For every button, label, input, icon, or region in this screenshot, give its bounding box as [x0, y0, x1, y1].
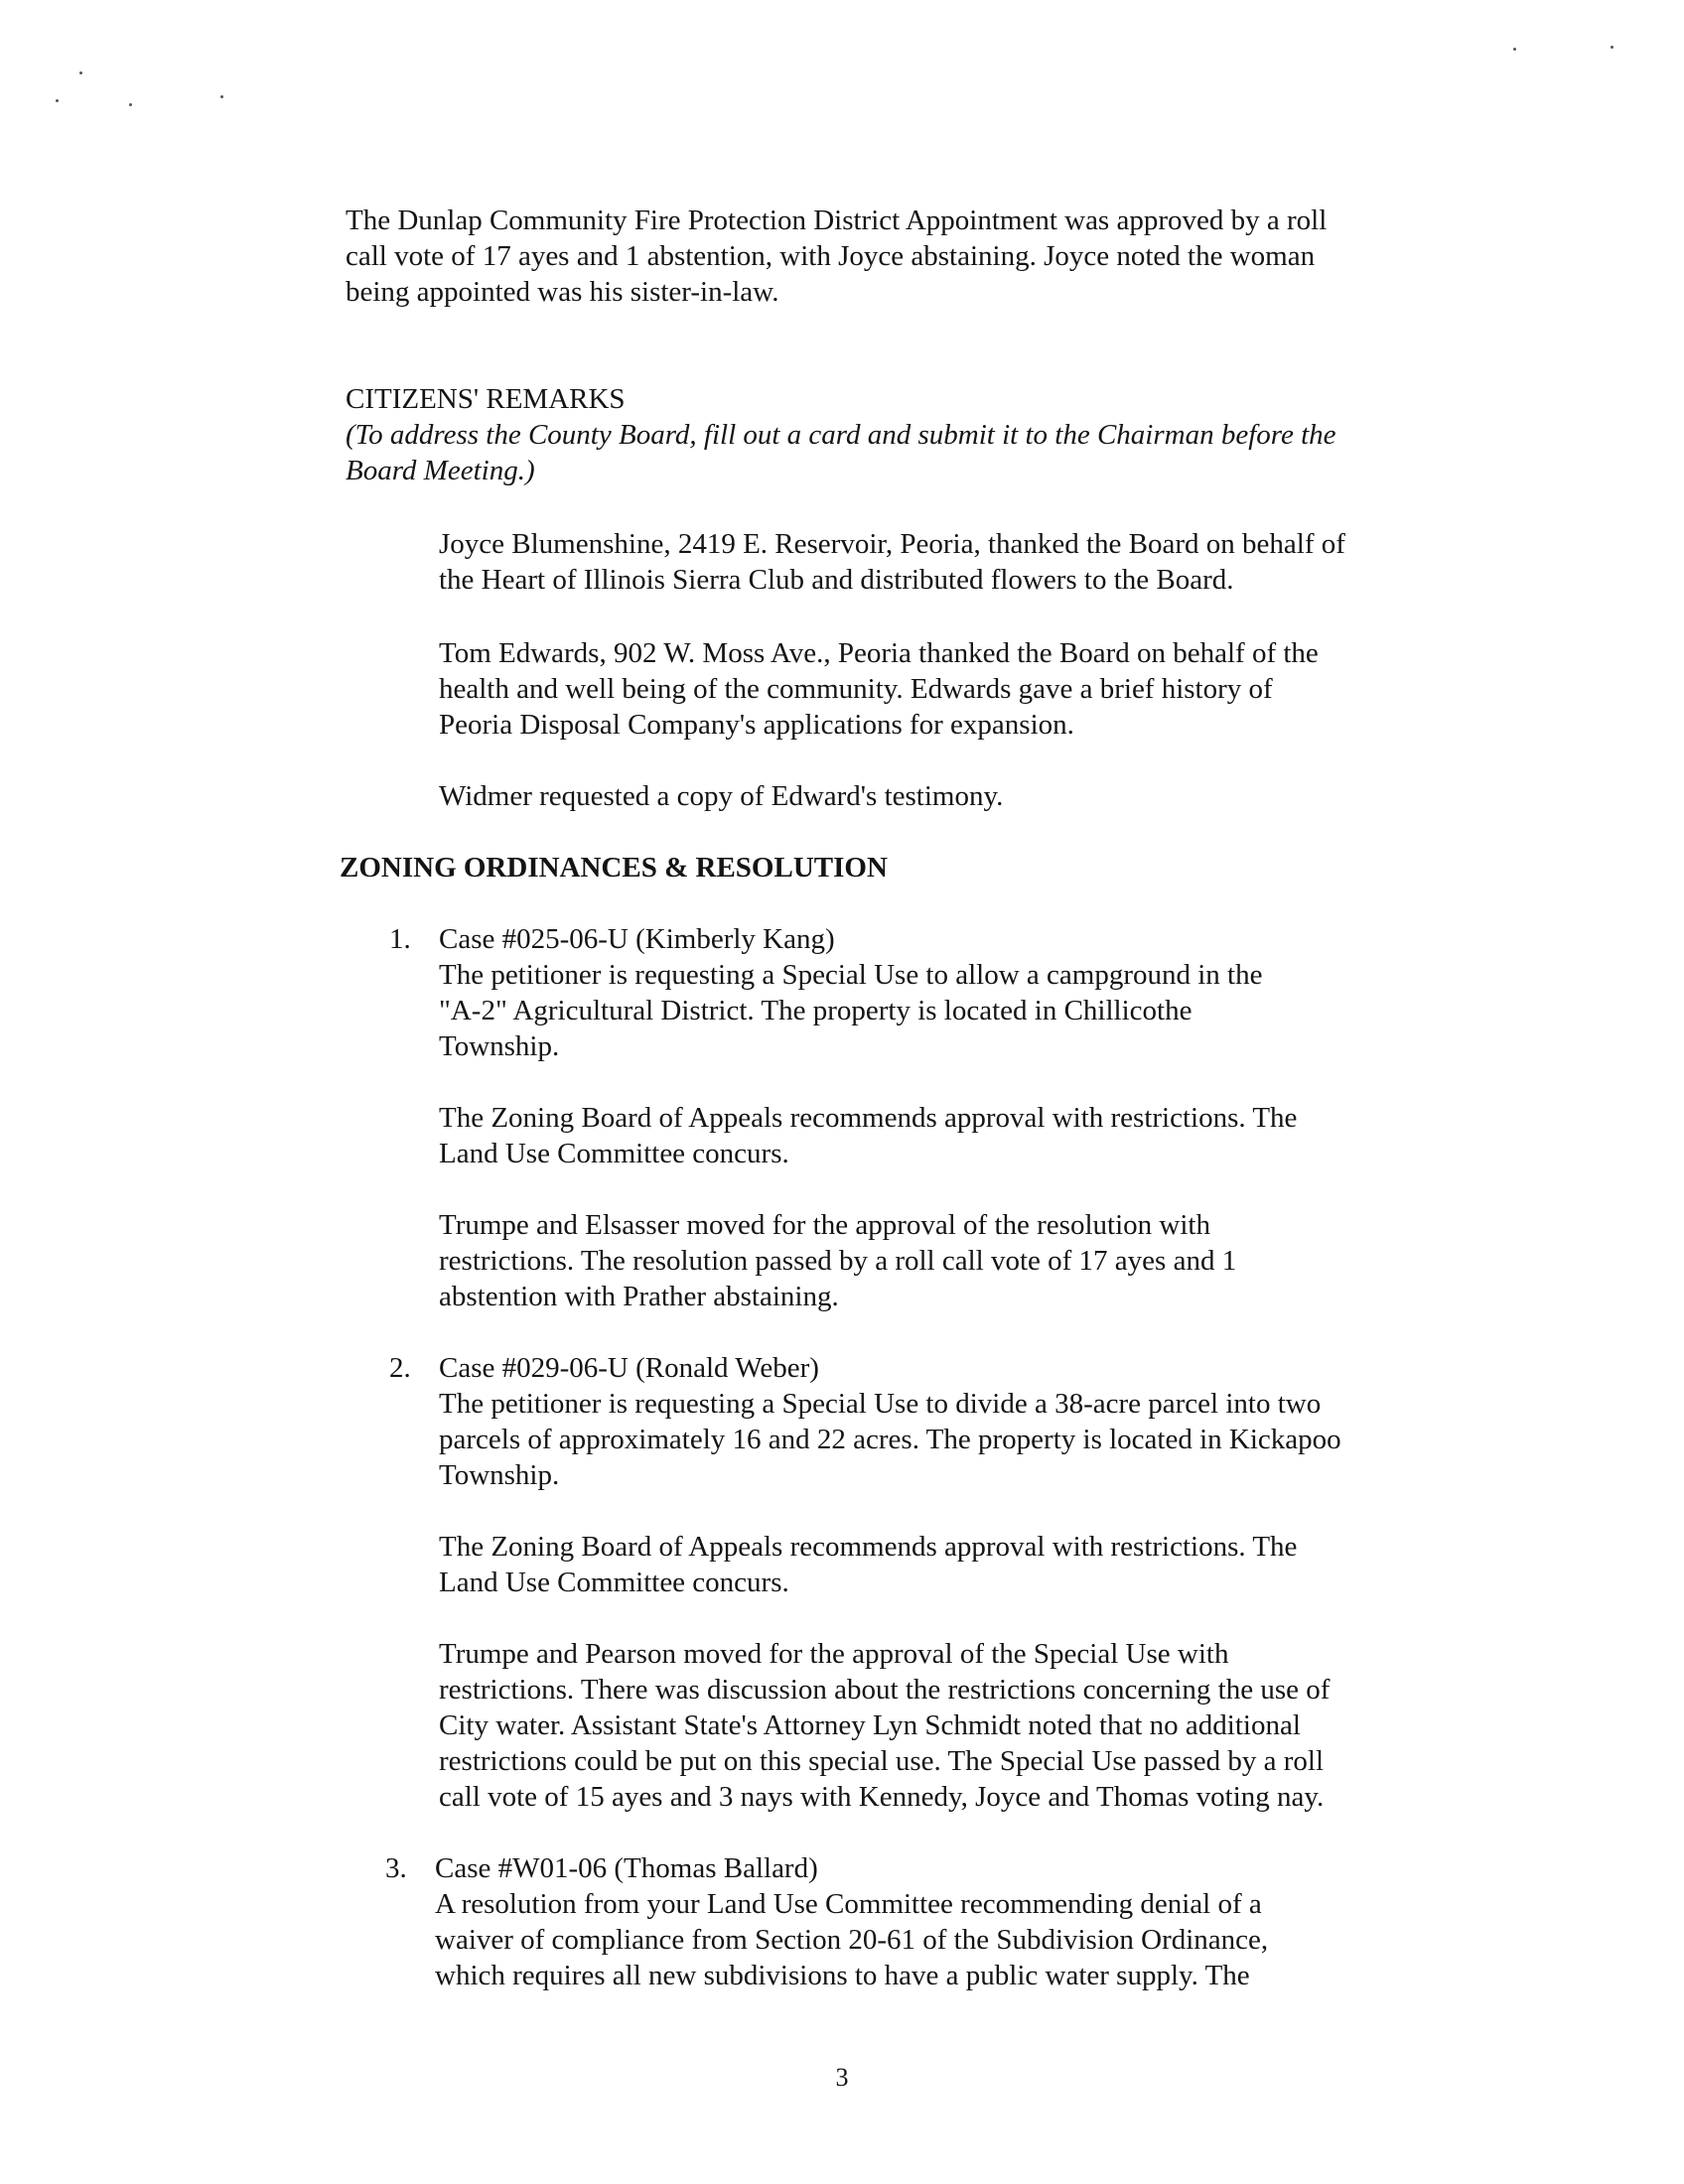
citizens-remarks-instruction: (To address the County Board, fill out a card and submit it to the Chairman before the Board Meeting.) [346, 419, 1336, 486]
scan-speck [1513, 48, 1516, 51]
case-recommendation: The Zoning Board of Appeals recommends approval with restrictions. The Land Use Committee concurs. [439, 1102, 1298, 1169]
scan-speck [56, 99, 59, 102]
scan-speck [129, 103, 132, 106]
citizen-remark: Joyce Blumenshine, 2419 E. Reservoir, Peoria, thanked the Board on behalf of the Heart of Illinois Sierra Club and distributed flowers to the Board. [439, 528, 1345, 596]
case-description: A resolution from your Land Use Committee recommending denial of a waiver of compliance from Section 20-61 of the Subdivision Ordinance, which requires all new subdivisions to have a public water supply. The [435, 1888, 1269, 1991]
case-description: The petitioner is requesting a Special Use to divide a 38-acre parcel into two parcels of approximately 16 and 22 acres. The property is located in Kickapoo Township. [439, 1388, 1341, 1491]
case-action: Trumpe and Pearson moved for the approval of the Special Use with restrictions. There was discussion about the restrictions concerning the use of City water. Assistant State's Attorney Lyn Schmidt noted that no additional restrictions could be put on this special use. The Special Use passed by a roll call vote of 15 ayes and 3 nays with Kennedy, Joyce and Thomas voting nay. [439, 1638, 1331, 1813]
scan-speck [220, 95, 223, 98]
scan-speck [1611, 46, 1614, 49]
citizen-remark: Widmer requested a copy of Edward's testimony. [439, 780, 1004, 812]
case-action: Trumpe and Elsasser moved for the approval of the resolution with restrictions. The resolution passed by a roll call vote of 17 ayes and 1 abstention with Prather abstaining. [439, 1209, 1237, 1312]
page-number: 3 [835, 2063, 849, 2092]
case-title: Case #029-06-U (Ronald Weber) [439, 1352, 819, 1384]
citizen-remark: Tom Edwards, 902 W. Moss Ave., Peoria thanked the Board on behalf of the health and well being of the community. Edwards gave a brief history of Peoria Disposal Company's applications for expansion. [439, 637, 1319, 741]
scan-speck [79, 71, 82, 74]
case-number: 3. [385, 1852, 407, 1884]
intro-paragraph: The Dunlap Community Fire Protection District Appointment was approved by a roll call vote of 17 ayes and 1 abstention, with Joyce abstaining. Joyce noted the woman being appointed was his sister-in-law. [346, 205, 1328, 308]
case-title: Case #025-06-U (Kimberly Kang) [439, 923, 835, 955]
case-number: 2. [389, 1352, 411, 1384]
citizens-remarks-heading: CITIZENS' REMARKS [346, 383, 626, 415]
case-title: Case #W01-06 (Thomas Ballard) [435, 1852, 818, 1884]
case-recommendation: The Zoning Board of Appeals recommends approval with restrictions. The Land Use Committee concurs. [439, 1531, 1298, 1598]
case-description: The petitioner is requesting a Special Use to allow a campground in the "A-2" Agricultural District. The property is located in Chillicothe Township. [439, 959, 1263, 1062]
zoning-heading: ZONING ORDINANCES & RESOLUTION [340, 852, 888, 884]
case-number: 1. [389, 923, 411, 955]
